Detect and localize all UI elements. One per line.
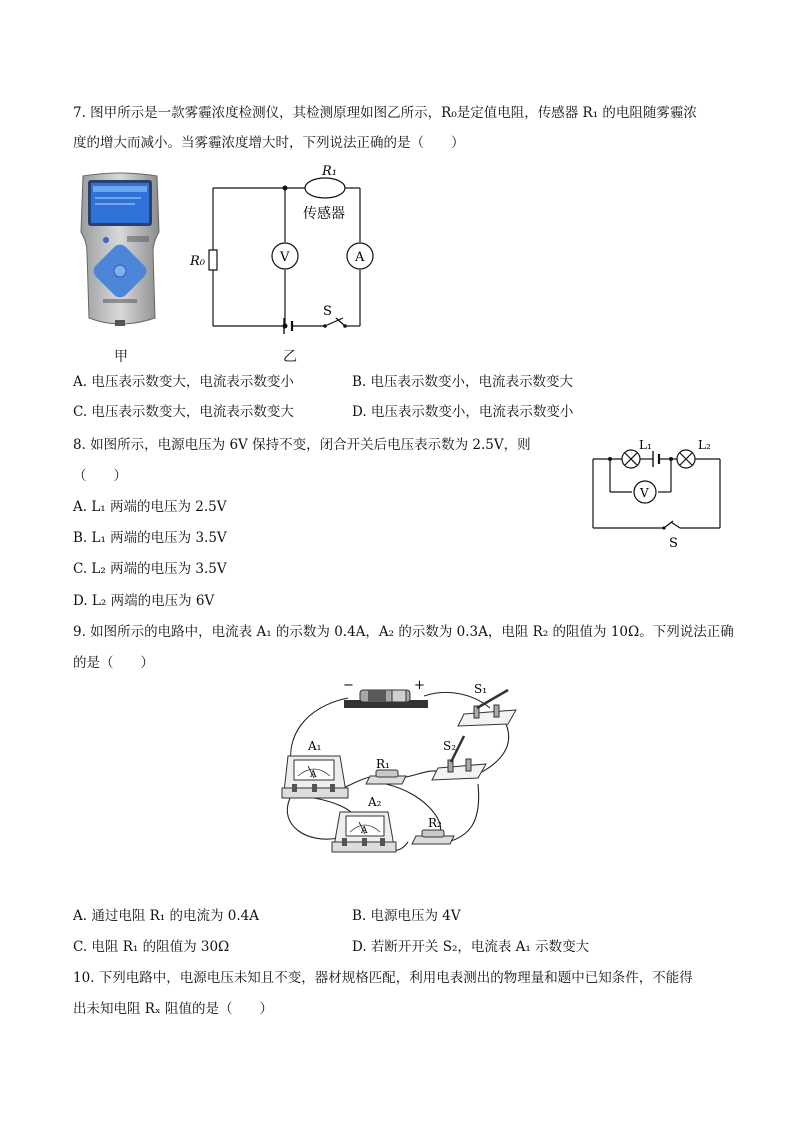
q7-ammeter-label: A — [355, 250, 365, 265]
q9-option-a: A. 通过电阻 R₁ 的电流为 0.4A — [73, 908, 260, 924]
q9-option-b: B. 电源电压为 4V — [352, 908, 461, 924]
q8-text-line1: 8. 如图所示，电源电压为 6V 保持不变，闭合开关后电压表示数为 2.5V，则 — [73, 437, 531, 453]
q7-caption-yi: 乙 — [283, 349, 297, 365]
q9-r1-label: R₁ — [376, 757, 390, 771]
q7-caption-jia: 甲 — [114, 349, 128, 365]
q7-switch-label: S — [323, 304, 332, 319]
q9-physical-circuit-diagram — [268, 676, 530, 888]
q7-voltmeter-label: V — [280, 250, 290, 265]
q9-battery-plus-label: + — [414, 678, 425, 693]
q9-a2-meter-face: A — [361, 826, 368, 836]
q8-option-a: A. L₁ 两端的电压为 2.5V — [73, 499, 227, 515]
q8-l1-label: L₁ — [639, 438, 652, 452]
q8-switch-label: S — [669, 536, 678, 551]
q9-a1-meter-face: A — [310, 770, 317, 780]
q7-text-line1: 7. 图甲所示是一款雾霾浓度检测仪，其检测原理如图乙所示，R₀是定值电阻，传感器 R₁ 的电阻随雾霾浓 — [73, 105, 697, 121]
q7-option-a: A. 电压表示数变大，电流表示数变小 — [73, 374, 294, 390]
q9-a2-label: A₂ — [368, 795, 382, 809]
q7-option-b: B. 电压表示数变小，电流表示数变大 — [352, 374, 574, 390]
q8-voltmeter-label: V — [640, 486, 649, 500]
q9-text-line1: 9. 如图所示的电路中，电流表 A₁ 的示数为 0.4A，A₂ 的示数为 0.3A，电阻 R₂ 的阻值为 10Ω。下列说法正确 — [73, 624, 734, 640]
q7-r1-label: R₁ — [322, 164, 337, 179]
q8-option-c: C. L₂ 两端的电压为 3.5V — [73, 561, 227, 577]
q7-option-d: D. 电压表示数变小，电流表示数变小 — [352, 404, 574, 420]
q9-option-c: C. 电阻 R₁ 的阻值为 30Ω — [73, 939, 230, 955]
q9-text-line2: 的是（ ） — [73, 655, 154, 671]
q8-l2-label: L₂ — [698, 438, 711, 452]
q7-circuit-diagram — [185, 158, 385, 348]
q10-text-line2: 出未知电阻 Rₓ 阻值的是（ ） — [73, 1001, 273, 1017]
q9-s2-label: S₂ — [443, 739, 457, 753]
q9-r2-label: R₂ — [428, 816, 442, 830]
q7-option-c: C. 电压表示数变大，电流表示数变大 — [73, 404, 294, 420]
q10-text-line1: 10. 下列电路中，电源电压未知且不变，器材规格匹配，利用电表测出的物理量和题中已知条件，不能得 — [73, 970, 693, 986]
q7-sensor-label: 传感器 — [303, 206, 345, 222]
q9-option-d: D. 若断开开关 S₂，电流表 A₁ 示数变大 — [352, 939, 590, 955]
q8-option-b: B. L₁ 两端的电压为 3.5V — [73, 530, 227, 546]
q9-s1-label: S₁ — [474, 682, 488, 696]
q8-text-line2: （ ） — [73, 468, 127, 484]
q8-option-d: D. L₂ 两端的电压为 6V — [73, 593, 215, 609]
q9-a1-label: A₁ — [308, 739, 322, 753]
q8-circuit-diagram — [585, 434, 735, 552]
q9-battery-minus-label: − — [343, 678, 354, 693]
q7-text-line2: 度的增大而减小。当雾霾浓度增大时，下列说法正确的是（ ） — [73, 135, 465, 151]
q7-r0-label: R₀ — [190, 254, 205, 269]
detector-device-image — [75, 172, 165, 330]
